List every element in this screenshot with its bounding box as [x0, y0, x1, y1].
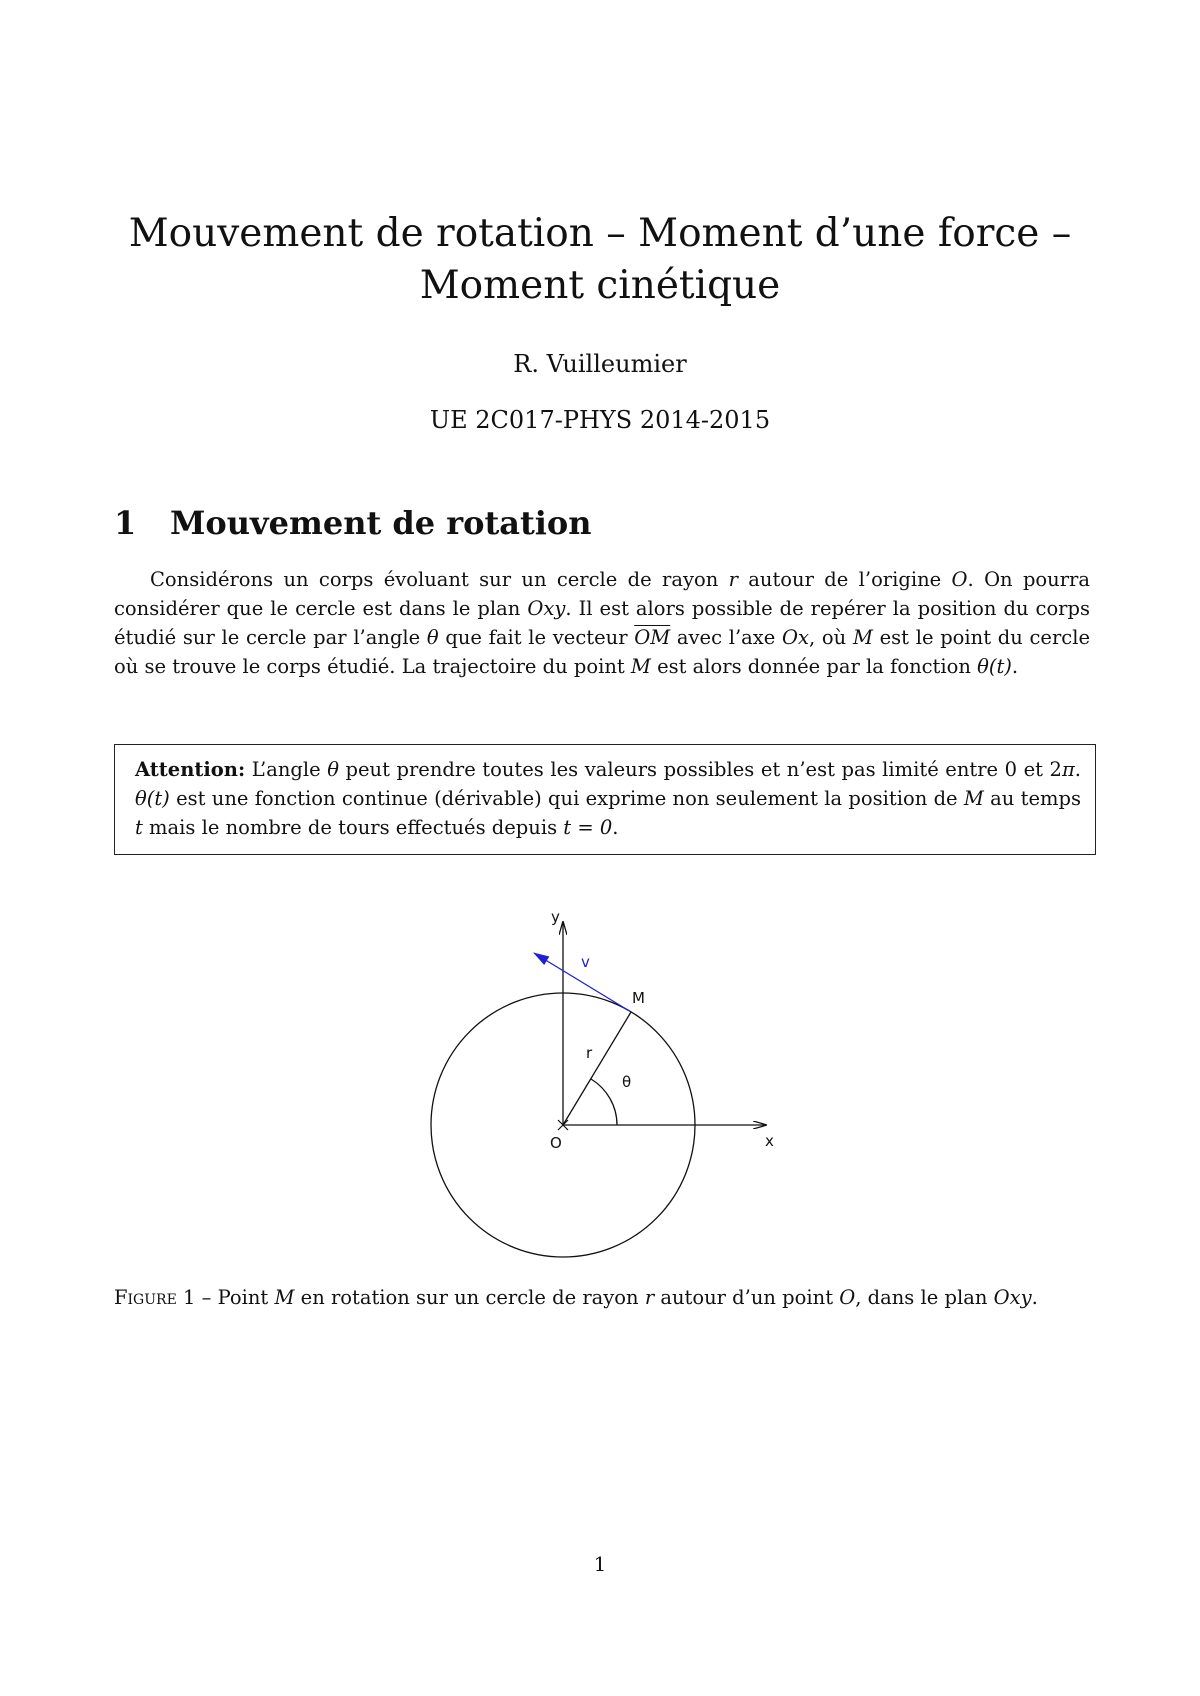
text-run: Considérons un corps évoluant sur un cercle de rayon: [150, 568, 729, 591]
text-run: que fait le vecteur: [438, 626, 635, 649]
math-var: M: [852, 626, 873, 649]
attention-label: Attention:: [135, 758, 246, 781]
point-m-label: M: [632, 989, 645, 1007]
text-run: .: [1031, 1286, 1038, 1309]
text-run: mais le nombre de tours effectués depuis: [142, 816, 564, 839]
radius-label: r: [586, 1044, 593, 1062]
x-axis-label: x: [765, 1132, 774, 1150]
author-name: R. Vuilleumier: [513, 350, 687, 378]
math-var: O: [951, 568, 968, 591]
text-run: est le point du cercle où se trouve le corps étudié. La trajectoire du point: [114, 626, 1090, 678]
text-run: autour de l’origine: [737, 568, 952, 591]
text-run: .: [1011, 655, 1019, 678]
math-var: M: [963, 787, 984, 810]
math-var: Oxy: [993, 1286, 1032, 1309]
math-var: r: [728, 568, 738, 591]
text-run: autour d’un point: [654, 1286, 840, 1309]
math-var: O: [839, 1286, 856, 1309]
text-run: L’angle: [245, 758, 328, 781]
text-run: . Il est alors possible de repérer la position du corps étudié sur le cercle par l’angle: [114, 597, 1090, 649]
section-title: Mouvement de rotation: [170, 504, 592, 542]
math-var: M: [274, 1286, 295, 1309]
math-var: θ: [327, 758, 339, 781]
attention-box: [114, 744, 1096, 855]
text-run: est une fonction continue (dérivable) qui exprime non seulement la position de: [169, 787, 964, 810]
radius-line: [563, 1012, 631, 1125]
intro-paragraph: [114, 565, 1090, 681]
angle-arc: [591, 1079, 617, 1125]
figure-caption: [114, 1283, 1090, 1312]
rotation-figure: [420, 900, 780, 1260]
text-run: . On pourra considérer que le cercle est dans le plan: [114, 568, 1090, 620]
angle-label: θ: [622, 1073, 632, 1091]
text-run: en rotation sur un cercle de rayon: [294, 1286, 645, 1309]
text-run: .: [612, 816, 619, 839]
origin-label: O: [550, 1134, 562, 1152]
figure-label: Figure 1: [114, 1286, 196, 1309]
math-var: r: [644, 1286, 655, 1309]
math-var: π: [1061, 758, 1075, 781]
y-axis-label: y: [551, 908, 560, 926]
text-run: – Point: [195, 1286, 275, 1309]
text-run: est alors donnée par la fonction: [650, 655, 978, 678]
text-run: , où: [809, 626, 853, 649]
section-number: 1: [114, 504, 137, 542]
text-run: au temps: [983, 787, 1081, 810]
text-run: peut prendre toutes les valeurs possibles et n’est pas limité entre 0 et 2: [338, 758, 1062, 781]
math-var: t: [135, 816, 143, 839]
text-run: , dans le plan: [855, 1286, 994, 1309]
math-var: Oxy: [527, 597, 566, 620]
math-var: θ: [426, 626, 439, 649]
course-info: UE 2C017-PHYS 2014-2015: [429, 406, 771, 434]
page-number: 1: [593, 1552, 607, 1576]
math-vector: $\overline{OM}$: [634, 626, 671, 649]
document-title: Mouvement de rotation – Moment d’une force – Moment cinétique: [128, 211, 1072, 308]
math-var: Ox: [782, 626, 810, 649]
text-run: avec l’axe: [670, 626, 783, 649]
text-run: .: [1074, 758, 1081, 781]
math-var: M: [630, 655, 651, 678]
math-var: θ(t): [135, 787, 170, 810]
velocity-label: v: [581, 953, 590, 971]
math-var: θ(t): [977, 655, 1012, 678]
math-var: t = 0: [563, 816, 613, 839]
section-heading: [114, 504, 592, 542]
